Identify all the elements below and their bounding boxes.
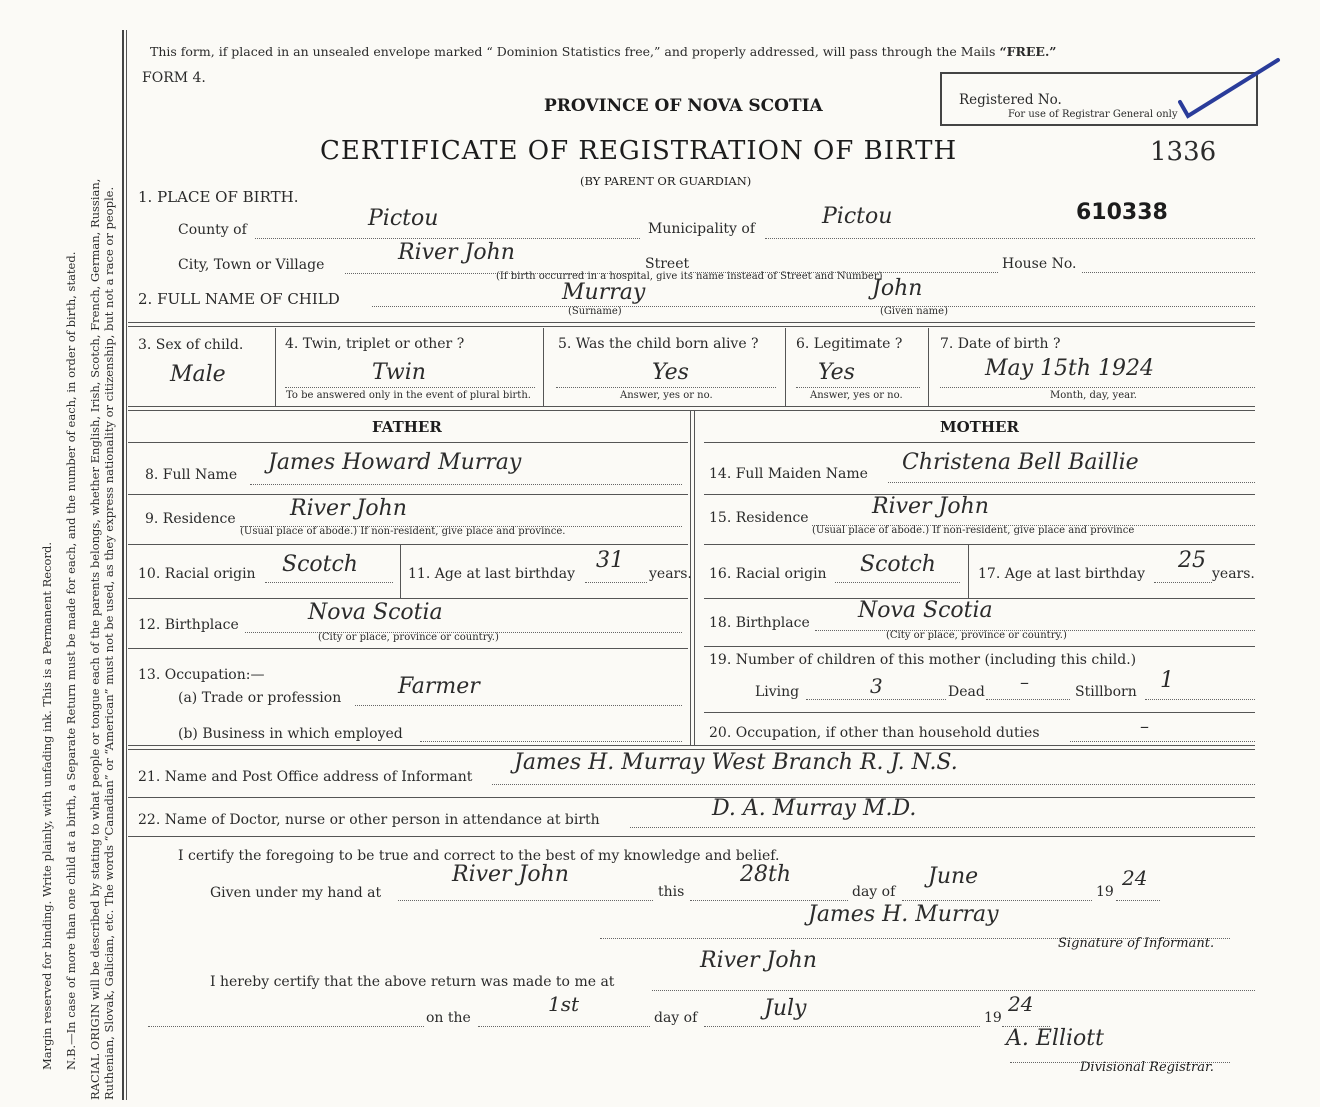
registrar-signature: A. Elliott xyxy=(1006,1026,1104,1051)
dead-label: Dead xyxy=(948,684,985,700)
registrar-month-value: July xyxy=(764,996,807,1021)
mother-age-label: 17. Age at last birthday xyxy=(978,566,1146,582)
father-birthplace-label: 12. Birthplace xyxy=(138,617,239,633)
twin-value: Twin xyxy=(372,360,426,385)
place-of-birth-label: 1. PLACE OF BIRTH. xyxy=(138,188,299,206)
born-alive-label: 5. Was the child born alive ? xyxy=(558,336,759,352)
this-label: this xyxy=(658,884,685,900)
mother-age-value: 25 xyxy=(1178,548,1206,573)
informant-signature: James H. Murray xyxy=(808,902,999,927)
mother-racial-origin-label: 16. Racial origin xyxy=(709,566,827,582)
legitimate-value: Yes xyxy=(818,360,855,385)
mother-years-label: years. xyxy=(1212,566,1255,582)
mother-name-value: Christena Bell Baillie xyxy=(902,450,1139,475)
left-border-inner xyxy=(126,30,127,1100)
twin-caption: To be answered only in the event of plural birth. xyxy=(286,390,531,401)
postal-note: This form, if placed in an unsealed envelope marked “ Dominion Statistics free,” and properly addressed, will pass through the Mails xyxy=(150,44,996,59)
city-label: City, Town or Village xyxy=(178,257,325,273)
mother-birthplace-caption: (City or place, province or country.) xyxy=(886,630,1067,641)
racial-origin-note-2: Ruthenian, Slovak, Galician, etc. The words “Canadian” or “American” must not be used, as they express nationality or citizenship, but not a race or people. xyxy=(102,186,116,1100)
informant-signature-caption: Signature of Informant. xyxy=(1058,936,1215,951)
certification-year-prefix: 19 xyxy=(1096,884,1114,900)
house-number-label: House No. xyxy=(1002,256,1077,272)
child-surname-value: Murray xyxy=(562,280,646,305)
living-label: Living xyxy=(755,684,800,700)
nb-note: N.B.—In case of more than one child at a birth, a Separate Return must be made for each, and the number of each, in order of birth, stated. xyxy=(64,251,78,1070)
father-business-label: (b) Business in which employed xyxy=(178,726,403,742)
registrar-year-value: 24 xyxy=(1008,992,1034,1016)
mother-birthplace-value: Nova Scotia xyxy=(858,598,993,623)
stamp-number: 610338 xyxy=(1076,200,1168,225)
mother-heading: MOTHER xyxy=(940,418,1019,436)
mother-children-label: 19. Number of children of this mother (including this child.) xyxy=(709,652,1137,668)
father-name-value: James Howard Murray xyxy=(268,450,522,475)
father-occupation-label: 13. Occupation:— xyxy=(138,667,265,683)
father-trade-value: Farmer xyxy=(398,674,480,699)
child-name-label: 2. FULL NAME OF CHILD xyxy=(138,290,340,308)
father-residence-label: 9. Residence xyxy=(145,511,236,527)
form-number: FORM 4. xyxy=(142,70,206,86)
sex-label: 3. Sex of child. xyxy=(138,337,244,353)
registrar-day-of-label: day of xyxy=(654,1010,698,1026)
given-place-value: River John xyxy=(452,862,569,887)
twin-label: 4. Twin, triplet or other ? xyxy=(285,336,465,352)
informant-value: James H. Murray West Branch R. J. N.S. xyxy=(514,750,958,775)
binding-note: Margin reserved for binding. Write plainly, with unfading ink. This is a Permanent Record. xyxy=(40,542,54,1070)
free-mark: “FREE.” xyxy=(999,44,1057,59)
mother-occupation-label: 20. Occupation, if other than household duties xyxy=(709,725,1040,741)
date-of-birth-caption: Month, day, year. xyxy=(1050,390,1137,401)
father-birthplace-value: Nova Scotia xyxy=(308,600,443,625)
hospital-note: (If birth occurred in a hospital, give its name instead of Street and Number) xyxy=(496,271,883,282)
father-heading: FATHER xyxy=(372,418,442,436)
mother-residence-value: River John xyxy=(872,494,989,519)
doctor-value: D. A. Murray M.D. xyxy=(712,796,917,821)
father-age-label: 11. Age at last birthday xyxy=(408,566,576,582)
county-value: Pictou xyxy=(368,206,439,231)
municipality-value: Pictou xyxy=(822,204,893,229)
date-of-birth-label: 7. Date of birth ? xyxy=(940,336,1061,352)
mother-name-label: 14. Full Maiden Name xyxy=(709,466,868,482)
certification-day-of-label: day of xyxy=(852,884,896,900)
date-of-birth-value: May 15th 1924 xyxy=(985,356,1155,381)
racial-origin-note-1: RACIAL ORIGIN will be described by stating to what people or tongue each of the parents belongs, whether English, Irish, Scotch, French, German, Russian, xyxy=(88,178,102,1100)
certification-year-value: 24 xyxy=(1122,866,1148,890)
stillborn-value: 1 xyxy=(1160,668,1174,693)
registrar-day-value: 1st xyxy=(548,992,580,1016)
father-racial-origin-label: 10. Racial origin xyxy=(138,566,256,582)
legitimate-caption: Answer, yes or no. xyxy=(810,390,903,401)
father-birthplace-caption: (City or place, province or country.) xyxy=(318,632,499,643)
mother-residence-label: 15. Residence xyxy=(709,510,809,526)
registered-number-handwritten: 1336 xyxy=(1150,137,1217,167)
registrar-signature-caption: Divisional Registrar. xyxy=(1080,1060,1214,1075)
living-value: 3 xyxy=(870,674,883,698)
child-given-name-value: John xyxy=(872,276,923,301)
certificate-title: CERTIFICATE OF REGISTRATION OF BIRTH xyxy=(320,136,958,166)
doctor-label: 22. Name of Doctor, nurse or other person in attendance at birth xyxy=(138,812,600,828)
registrar-place-value: River John xyxy=(700,948,817,973)
registrar-use-note: For use of Registrar General only xyxy=(1008,109,1178,120)
mother-residence-caption: (Usual place of abode.) If non-resident, give place and province xyxy=(812,525,1135,536)
given-under-hand-label: Given under my hand at xyxy=(210,885,382,901)
registered-label: Registered No. xyxy=(959,92,1062,108)
check-mark-icon xyxy=(1178,52,1288,122)
city-value: River John xyxy=(398,240,515,265)
mother-occupation-value: – xyxy=(1140,716,1149,737)
father-years-label: years. xyxy=(649,566,692,582)
legitimate-label: 6. Legitimate ? xyxy=(796,336,903,352)
registrar-on-the-label: on the xyxy=(426,1010,471,1026)
mother-racial-origin-value: Scotch xyxy=(860,552,936,577)
sex-value: Male xyxy=(170,362,226,387)
father-name-label: 8. Full Name xyxy=(145,467,238,483)
dead-value: – xyxy=(1020,672,1029,693)
given-name-caption: (Given name) xyxy=(880,306,948,317)
street-label: Street xyxy=(645,256,690,272)
mother-birthplace-label: 18. Birthplace xyxy=(709,615,810,631)
father-residence-caption: (Usual place of abode.) If non-resident, give place and province. xyxy=(240,526,566,537)
born-alive-value: Yes xyxy=(652,360,689,385)
certification-month-value: June xyxy=(928,864,979,889)
father-age-value: 31 xyxy=(596,548,624,573)
informant-label: 21. Name and Post Office address of Informant xyxy=(138,769,473,785)
left-border xyxy=(122,30,124,1100)
registrar-statement: I hereby certify that the above return was made to me at xyxy=(210,974,615,990)
certification-statement: I certify the foregoing to be true and correct to the best of my knowledge and belief. xyxy=(178,848,780,864)
surname-caption: (Surname) xyxy=(568,306,622,317)
municipality-label: Municipality of xyxy=(648,221,756,237)
registrar-year-prefix: 19 xyxy=(984,1010,1002,1026)
certification-day-value: 28th xyxy=(740,862,792,887)
father-residence-value: River John xyxy=(290,496,407,521)
county-label: County of xyxy=(178,222,247,238)
father-racial-origin-value: Scotch xyxy=(282,552,358,577)
born-alive-caption: Answer, yes or no. xyxy=(620,390,713,401)
province-heading: PROVINCE OF NOVA SCOTIA xyxy=(544,96,823,116)
certificate-subtitle: (BY PARENT OR GUARDIAN) xyxy=(580,174,752,188)
stillborn-label: Stillborn xyxy=(1075,684,1137,700)
father-trade-label: (a) Trade or profession xyxy=(178,690,342,706)
